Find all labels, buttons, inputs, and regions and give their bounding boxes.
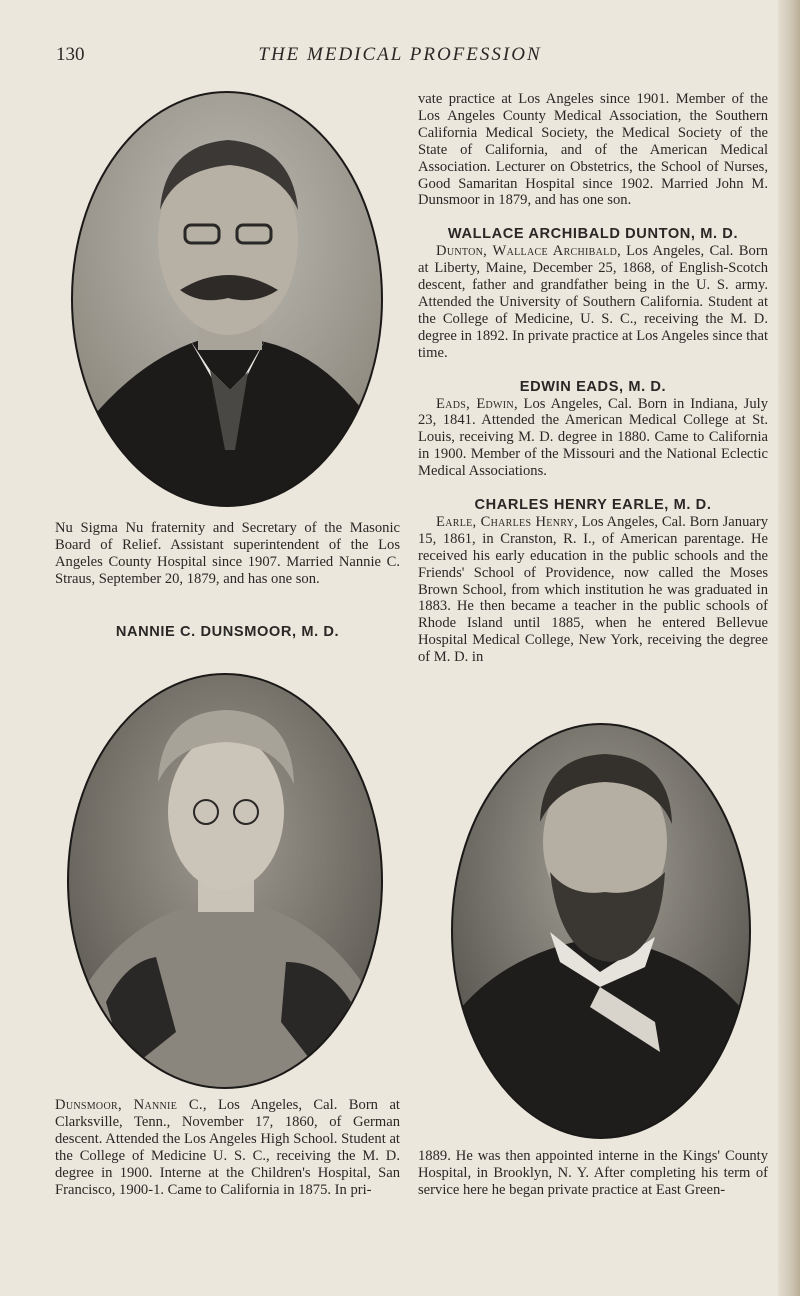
text-earle-body: , Los Angeles, Cal. Born January 15, 1861, in Cranston, R. I., of American parentage. He received his early education in the public schools and the Friends' School of Providence, now called the Moses Brown School, from which institution he was graduated in 1883. He then became a teacher in the public schools of Rhode Island until 1885, when he entered Bellevue Hospital Medical College, New York, receiving the degree of M. D. in [418,513,768,666]
portrait-oval-man-mustache [70,90,385,508]
right-column-bottom [418,1148,768,1199]
portrait-oval-man-beard [450,722,752,1140]
running-head: THE MEDICAL PROFESSION [258,44,542,65]
right-column [418,91,768,666]
heading-dunton: WALLACE ARCHIBALD DUNTON, M. D. [447,226,739,243]
page-number: 130 [56,44,85,65]
left-column [55,520,400,641]
text-earle-bio-continued: 1889. He was then appointed interne in the Kings' County Hospital, in Brooklyn, N. Y. After completing his term of service here he began private practice at East Green- [418,1148,768,1198]
text-earle-bio [418,514,768,666]
heading-eads: EDWIN EADS, M. D. [519,378,667,395]
text-dunton-body: , Los Angeles, Cal. Born at Liberty, Maine, December 25, 1868, of English-Scotch descent, father and grandfather being in the U. S. army. Attended the University of Southern California. Student at the College of Medicine, U. S. C., receiving the M. D. degree in 1892. In private practice at Los Angeles since that time. [418,243,768,361]
name-dunsmoor: Dunsmoor, Nannie C. [55,1097,203,1113]
text-eads-body: , Los Angeles, Cal. Born in Indiana, July 23, 1841. Attended the American Medical College at St. Louis, receiving M. D. degree in 1880. Came to California in 1900. Member of the Missouri and the National Eclectic Medical Associations. [418,395,768,480]
text-dunsmoor-body: , Los Angeles, Cal. Born at Clarksville, Tenn., November 17, 1860, of German descent. Attended the Los Angeles High School. Student at the College of Medicine U. S. C., receiving the M. D. degree in 1900. Interne at the Children's Hospital, San Francisco, 1900-1. Came to California in 1875. In pri- [55,1097,400,1198]
text-eads-bio [418,396,768,481]
name-dunton: Dunton, Wallace Archibald [436,243,618,260]
heading-dunsmoor: NANNIE C. DUNSMOOR, M. D. [115,623,340,640]
text-dunton-bio [418,243,768,361]
text-paragraph-continued-right: vate practice at Los Angeles since 1901. Member of the Los Angeles County Medical Association, the Southern California Medical Society, the Medical Society of the State of California, and of the American Medical Association. Lecturer on Obstetrics, the School of Nurses, Good Samaritan Hospital since 1902. Married John M. Dunsmoor in 1879, and has one son. [418,91,768,209]
portrait-oval-woman [66,672,384,1090]
name-earle: Earle, Charles Henry [436,513,575,530]
page-header [0,44,800,74]
left-column-bottom [55,1097,400,1198]
heading-earle: CHARLES HENRY EARLE, M. D. [474,497,712,514]
name-eads: Eads, Edwin [436,395,514,412]
page-edge [778,0,800,1296]
text-paragraph-continued: Nu Sigma Nu fraternity and Secretary of the Masonic Board of Relief. Assistant superintendent of the Los Angeles County Hospital since 1907. Married Nannie C. Straus, September 20, 1879, and has one son. [55,520,400,587]
text-dunsmoor-bio [55,1097,400,1198]
